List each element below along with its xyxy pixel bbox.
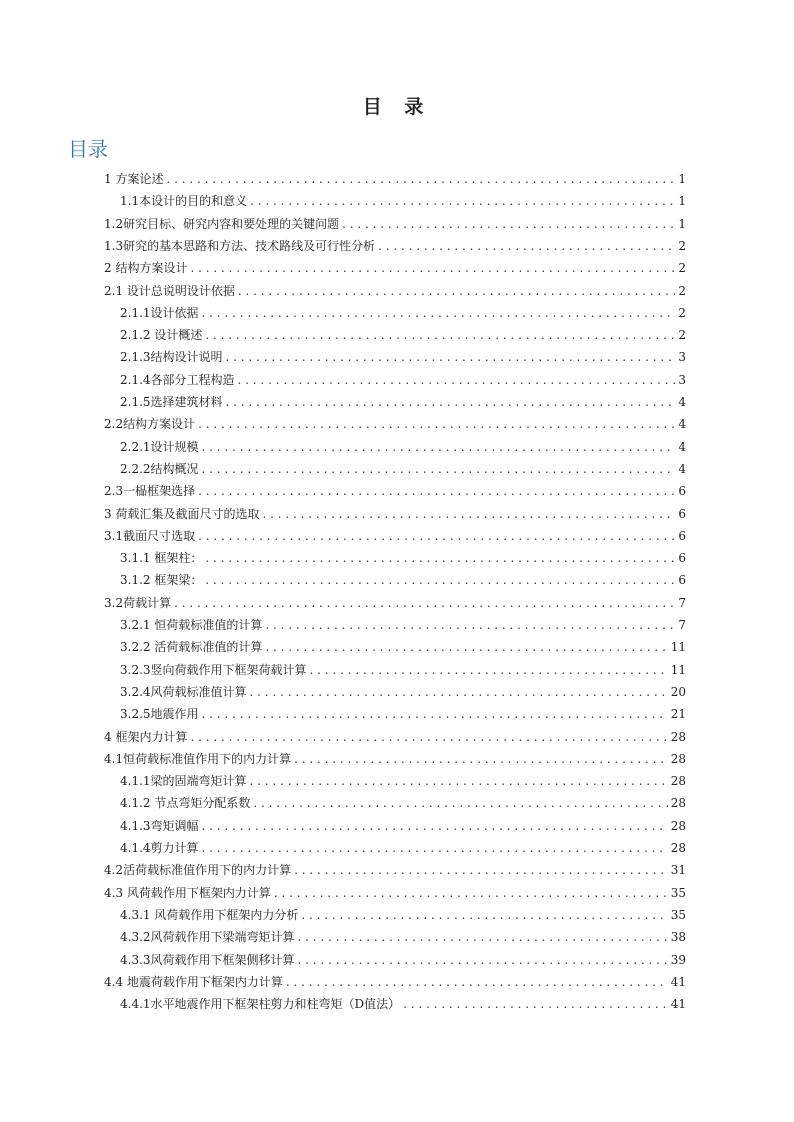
toc-entry[interactable]: [120, 342, 686, 364]
toc-dot-leader: [205, 328, 675, 342]
toc-entry[interactable]: [120, 387, 686, 409]
toc-entry-label: 4.3.2风荷载作用下梁端弯矩计算: [120, 930, 295, 945]
toc-entry-page: 35: [670, 907, 686, 922]
toc-dot-leader: [294, 752, 668, 766]
toc-entry-label: 4.1.4剪力计算: [120, 841, 199, 855]
toc-entry-label: 2.1.3结构设计说明: [120, 350, 223, 365]
toc-entry[interactable]: [104, 276, 686, 298]
toc-entry-page: 6: [678, 551, 686, 566]
toc-entry[interactable]: [120, 811, 686, 833]
toc-dot-leader: [265, 618, 675, 632]
toc-entry-page: 1: [678, 216, 686, 231]
toc-entry-page: 6: [678, 528, 686, 543]
toc-entry-page: 7: [678, 618, 686, 632]
toc-entry[interactable]: [120, 610, 686, 632]
toc-dot-leader: [378, 239, 675, 253]
toc-entry[interactable]: [104, 209, 686, 231]
toc-entry-label: 3.1.2 框架梁：: [120, 573, 203, 588]
toc-entry[interactable]: [120, 565, 686, 587]
toc-entry-page: 39: [670, 952, 686, 967]
toc-dot-leader: [198, 529, 675, 543]
page-title: 目 录: [362, 96, 432, 118]
toc-entry[interactable]: [104, 521, 686, 543]
toc-entry-label: 2.2结构方案设计: [104, 417, 196, 432]
toc-entry-page: 20: [670, 684, 686, 699]
toc-dot-leader: [301, 908, 667, 922]
toc-entry[interactable]: [104, 855, 686, 877]
toc-dot-leader: [202, 707, 668, 721]
toc-entry-page: 31: [670, 863, 686, 878]
toc-entry[interactable]: [104, 164, 686, 186]
toc-heading: 目录: [68, 137, 108, 161]
toc-dot-leader: [298, 930, 668, 944]
toc-entry-label: 3.2.4风荷载标准值计算: [120, 684, 247, 699]
toc-entry-page: 4: [678, 439, 686, 454]
toc-dot-leader: [190, 261, 675, 275]
toc-entry[interactable]: [120, 320, 686, 342]
toc-entry[interactable]: [120, 900, 686, 922]
toc-entry[interactable]: [120, 945, 686, 967]
toc-entry-label: 1 方案论述: [104, 172, 164, 186]
toc-entry-page: 35: [670, 885, 686, 900]
toc-dot-leader: [226, 395, 676, 409]
toc-entry-page: 6: [678, 506, 686, 521]
toc-dot-leader: [198, 417, 675, 431]
toc-entry-label: 3.1.1 框架柱：: [120, 551, 203, 566]
toc-entry[interactable]: [120, 186, 686, 208]
toc-entry-page: 2: [678, 238, 686, 253]
toc-entry-page: 11: [670, 662, 686, 677]
toc-entry-label: 3.2.5地震作用: [120, 707, 199, 722]
toc-dot-leader: [202, 462, 676, 476]
toc-entry[interactable]: [104, 476, 686, 498]
toc-entry-page: 21: [670, 707, 686, 722]
toc-entry-label: 4.4 地震荷载作用下框架内力计算: [104, 974, 283, 989]
toc-dot-leader: [250, 194, 675, 208]
toc-entry[interactable]: [104, 499, 686, 521]
toc-entry[interactable]: [104, 744, 686, 766]
toc-entry[interactable]: [104, 722, 686, 744]
toc-entry[interactable]: [120, 454, 686, 476]
toc-entry-page: 4: [678, 395, 686, 409]
toc-entry-label: 1.2研究目标、研究内容和要处理的关键问题: [104, 216, 340, 231]
toc-dot-leader: [250, 774, 668, 788]
toc-entry[interactable]: [104, 967, 686, 989]
toc-entry[interactable]: [120, 922, 686, 944]
toc-entry-label: 3.2.3竖向荷载作用下框架荷载计算: [120, 662, 307, 677]
toc-dot-leader: [226, 350, 676, 364]
toc-entry-label: 4.3 风荷载作用下框架内力计算: [104, 885, 271, 900]
toc-entry-page: 28: [670, 751, 686, 766]
toc-entry[interactable]: [104, 878, 686, 900]
toc-entry-page: 2: [678, 283, 686, 298]
toc-entry[interactable]: [120, 677, 686, 699]
toc-entry-label: 4.1.2 节点弯矩分配系数: [120, 796, 251, 811]
toc-entry[interactable]: [104, 409, 686, 431]
toc-dot-leader: [238, 284, 675, 298]
toc-dot-leader: [262, 507, 675, 521]
toc-entry[interactable]: [120, 989, 686, 1011]
toc-entry[interactable]: [120, 298, 686, 320]
toc-entry-page: 28: [670, 796, 686, 811]
toc-entry[interactable]: [120, 432, 686, 454]
toc-entry[interactable]: [120, 833, 686, 855]
toc-entry-label: 4.4.1水平地震作用下框架柱剪力和柱弯矩（D值法）: [120, 997, 401, 1012]
toc-dot-leader: [202, 819, 668, 833]
toc-entry-page: 4: [678, 417, 686, 432]
toc-dot-leader: [190, 730, 667, 744]
toc-dot-leader: [286, 975, 668, 989]
toc-entry-page: 6: [678, 573, 686, 588]
toc-entry-page: 3: [678, 350, 686, 365]
toc-entry-label: 2.1.4各部分工程构造: [120, 372, 235, 387]
toc-entry[interactable]: [104, 588, 686, 610]
toc-dot-leader: [202, 841, 668, 855]
toc-dot-leader: [253, 796, 667, 810]
toc-dot-leader: [166, 172, 675, 186]
toc-entry-page: 38: [670, 930, 686, 945]
toc-entry-page: 41: [670, 974, 686, 989]
toc-dot-leader: [205, 573, 675, 587]
toc-entry-page: 4: [678, 461, 686, 476]
toc-dot-leader: [198, 484, 675, 498]
toc-dot-leader: [174, 596, 675, 610]
toc-entry-page: 11: [670, 640, 686, 655]
toc-dot-leader: [298, 953, 668, 967]
toc-dot-leader: [202, 440, 676, 454]
toc-entry-label: 2.1 设计总说明设计依据: [104, 283, 235, 298]
toc-dot-leader: [265, 640, 667, 654]
toc-entry-label: 2 结构方案设计: [104, 261, 188, 276]
toc-entry-page: 28: [670, 818, 686, 833]
toc-entry[interactable]: [120, 655, 686, 677]
toc-dot-leader: [238, 373, 676, 387]
toc-entry-page: 1: [678, 172, 686, 186]
toc-entry[interactable]: [104, 253, 686, 275]
toc-entry-label: 4.1恒荷载标准值作用下的内力计算: [104, 751, 292, 766]
toc-dot-leader: [342, 217, 675, 231]
toc-entry-page: 7: [678, 595, 686, 610]
toc-entry-label: 2.2.2结构概况: [120, 461, 199, 476]
toc-entry-page: 28: [670, 841, 686, 855]
toc-entry-page: 2: [678, 261, 686, 276]
toc-entry-page: 3: [678, 372, 686, 387]
toc-entry-page: 28: [670, 729, 686, 744]
toc-entry-label: 3.2.2 活荷载标准值的计算: [120, 640, 263, 655]
toc-entry[interactable]: [120, 632, 686, 654]
toc-entry[interactable]: [120, 788, 686, 810]
toc-dot-leader: [310, 663, 668, 677]
toc-entry-page: 2: [678, 328, 686, 343]
toc-entry[interactable]: [120, 543, 686, 565]
toc-dot-leader: [250, 685, 668, 699]
toc-entry-label: 3.2.1 恒荷载标准值的计算: [120, 618, 263, 632]
toc-dot-leader: [205, 551, 675, 565]
toc-entry-page: 6: [678, 484, 686, 499]
toc-entry-page: 41: [670, 997, 686, 1012]
toc-dot-leader: [294, 863, 668, 877]
toc-entry-label: 4.2活荷载标准值作用下的内力计算: [104, 863, 292, 878]
toc-entry[interactable]: [104, 231, 686, 253]
toc-dot-leader: [403, 997, 668, 1011]
toc-entry-page: 2: [678, 305, 686, 320]
toc-entry-page: 1: [678, 194, 686, 209]
toc-entry-label: 2.1.2 设计概述: [120, 328, 203, 343]
toc-dot-leader: [202, 306, 676, 320]
toc-dot-leader: [274, 886, 668, 900]
toc-entry[interactable]: [120, 699, 686, 721]
toc-entry-label: 1.3研究的基本思路和方法、技术路线及可行性分析: [104, 238, 376, 253]
toc-entry-label: 3.2荷载计算: [104, 595, 172, 610]
toc-entry-label: 4 框架内力计算: [104, 729, 188, 744]
toc-entry-label: 4.1.3弯矩调幅: [120, 818, 199, 833]
toc-entry-label: 2.1.5选择建筑材料: [120, 395, 223, 409]
toc-entry[interactable]: [120, 766, 686, 788]
toc-entry-label: 1.1本设计的目的和意义: [120, 194, 248, 209]
toc-entry-label: 3 荷载汇集及截面尺寸的选取: [104, 506, 260, 521]
toc-entry-label: 4.3.3风荷载作用下框架侧移计算: [120, 952, 295, 967]
toc-entry-label: 2.3一榀框架选择: [104, 484, 196, 499]
toc-entry-label: 4.3.1 风荷载作用下框架内力分析: [120, 907, 299, 922]
toc-entry-label: 4.1.1梁的固端弯矩计算: [120, 774, 247, 789]
toc-entry-label: 3.1截面尺寸选取: [104, 528, 196, 543]
toc-entry-label: 2.2.1设计规模: [120, 439, 199, 454]
toc-entry-label: 2.1.1设计依据: [120, 305, 199, 320]
toc-entry-page: 28: [670, 774, 686, 789]
toc-entry[interactable]: [120, 365, 686, 387]
